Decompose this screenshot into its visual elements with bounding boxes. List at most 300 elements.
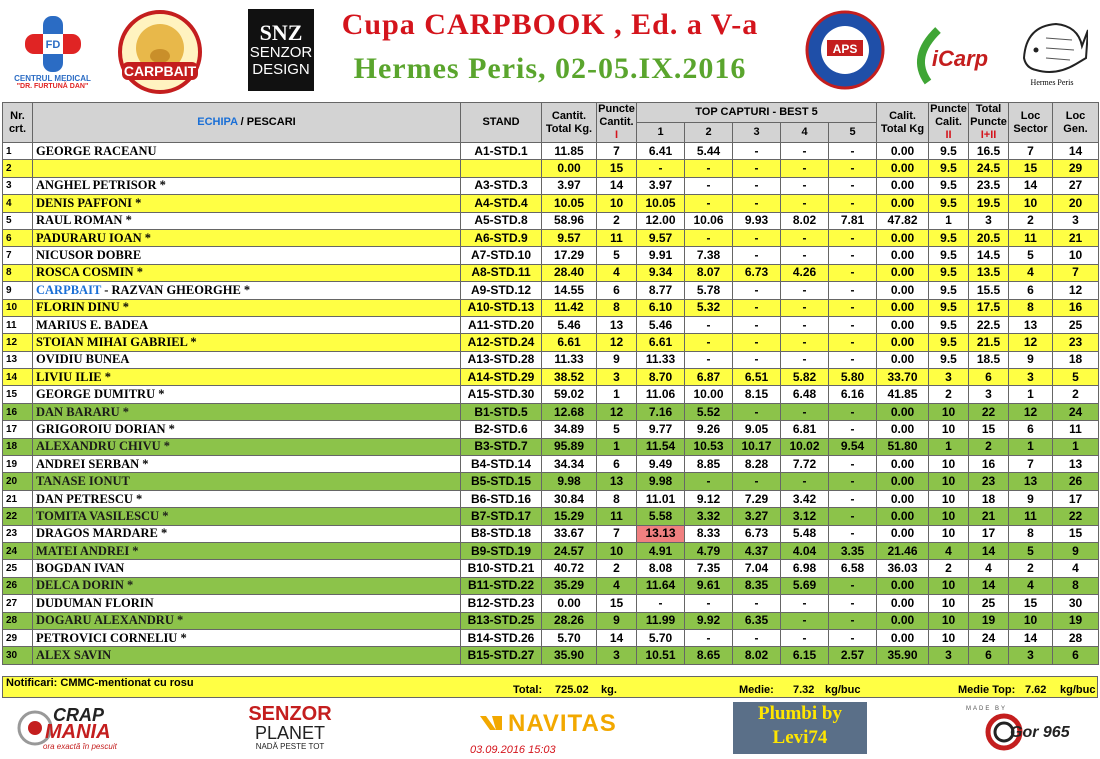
cell-cantit-total: 17.29 <box>542 247 597 264</box>
hermes-peris-label: Hermes Peris <box>1030 77 1074 87</box>
medie-top-label: Medie Top: <box>958 684 1016 696</box>
cell-total-puncte: 19 <box>969 612 1009 629</box>
cell-top2: 4.79 <box>685 542 733 559</box>
svg-text:APS: APS <box>832 42 858 56</box>
cell-top4: 4.26 <box>781 264 829 281</box>
cell-stand: B15-STD.27 <box>461 647 542 664</box>
cell-cantit-total: 33.67 <box>542 525 597 542</box>
cell-top5: - <box>829 177 877 194</box>
cell-top3: - <box>733 282 781 299</box>
cell-calit-total: 0.00 <box>877 247 929 264</box>
cell-total-puncte: 18 <box>969 490 1009 507</box>
cell-top5: - <box>829 316 877 333</box>
cell-top2: 8.65 <box>685 647 733 664</box>
cell-puncte-cantit: 15 <box>597 595 637 612</box>
cell-top5: - <box>829 299 877 316</box>
cell-puncte-cantit: 5 <box>597 247 637 264</box>
cell-calit-total: 0.00 <box>877 577 929 594</box>
logo-aps <box>805 8 885 92</box>
cell-top5: 9.54 <box>829 438 877 455</box>
cell-loc-gen: 13 <box>1053 456 1099 473</box>
cell-stand: A15-STD.30 <box>461 386 542 403</box>
cell-puncte-calit: 9.5 <box>929 229 969 246</box>
cell-pescar-name: FLORIN DINU * <box>33 299 461 316</box>
navitas-wave-icon <box>478 712 504 734</box>
col-top3-header: 3 <box>733 123 781 143</box>
team-name: CARPBAIT <box>36 282 102 297</box>
cell-top2: 5.52 <box>685 403 733 420</box>
cell-top3: - <box>733 316 781 333</box>
cell-top2: 8.33 <box>685 525 733 542</box>
cell-nr: 18 <box>3 438 33 455</box>
col-echipa-header <box>33 103 461 143</box>
cell-nr: 22 <box>3 508 33 525</box>
logo-medical-subtext: "DR. FURTUNĂ DAN" <box>16 83 89 90</box>
cell-calit-total: 0.00 <box>877 264 929 281</box>
cell-pescar-name: MATEI ANDREI * <box>33 542 461 559</box>
cell-top2: 9.92 <box>685 612 733 629</box>
cell-top1: 5.70 <box>637 629 685 646</box>
cell-top4: 5.69 <box>781 577 829 594</box>
cell-top1: 9.91 <box>637 247 685 264</box>
cell-pescar-name <box>33 282 461 299</box>
cell-cantit-total: 15.29 <box>542 508 597 525</box>
col-loc-gen-header: Loc Gen. <box>1053 103 1099 143</box>
cell-puncte-cantit: 1 <box>597 386 637 403</box>
cell-top1: 11.54 <box>637 438 685 455</box>
cell-total-puncte: 4 <box>969 560 1009 577</box>
cell-loc-gen: 20 <box>1053 195 1099 212</box>
cell-top1: 6.61 <box>637 334 685 351</box>
medie-top-value: 7.62 <box>1025 684 1047 696</box>
cell-top4: 6.15 <box>781 647 829 664</box>
cell-stand: A13-STD.28 <box>461 351 542 368</box>
cell-cantit-total: 5.70 <box>542 629 597 646</box>
cell-top4: - <box>781 195 829 212</box>
cell-cantit-total: 24.57 <box>542 542 597 559</box>
aps-badge-icon <box>805 10 885 90</box>
sponsor-navitas <box>478 708 628 738</box>
cell-cantit-total: 40.72 <box>542 560 597 577</box>
cell-puncte-calit: 2 <box>929 560 969 577</box>
table-row <box>3 264 1099 281</box>
cell-total-puncte: 14 <box>969 577 1009 594</box>
cell-top2: - <box>685 177 733 194</box>
cell-puncte-cantit: 9 <box>597 351 637 368</box>
cell-pescar-name: TOMITA VASILESCU * <box>33 508 461 525</box>
cell-top5: 2.57 <box>829 647 877 664</box>
table-row <box>3 577 1099 594</box>
cell-total-puncte: 18.5 <box>969 351 1009 368</box>
cell-top2: - <box>685 473 733 490</box>
svg-text:iCarp: iCarp <box>931 46 988 71</box>
cell-nr: 5 <box>3 212 33 229</box>
cell-stand: B13-STD.25 <box>461 612 542 629</box>
table-row <box>3 177 1099 194</box>
cell-top4: 8.02 <box>781 212 829 229</box>
cell-loc-gen: 12 <box>1053 282 1099 299</box>
cell-nr: 10 <box>3 299 33 316</box>
cell-top2: 8.07 <box>685 264 733 281</box>
cell-loc-sector: 15 <box>1009 595 1053 612</box>
cell-stand: B14-STD.26 <box>461 629 542 646</box>
cell-total-puncte: 22.5 <box>969 316 1009 333</box>
cell-total-puncte: 21 <box>969 508 1009 525</box>
cell-top4: - <box>781 143 829 160</box>
cell-total-puncte: 23 <box>969 473 1009 490</box>
cell-stand: B12-STD.23 <box>461 595 542 612</box>
puncte-calit-label: Puncte Calit. <box>930 103 967 128</box>
col-stand-header: STAND <box>461 103 542 143</box>
cell-nr: 7 <box>3 247 33 264</box>
cell-loc-sector: 6 <box>1009 421 1053 438</box>
cell-puncte-cantit: 4 <box>597 264 637 281</box>
cell-total-puncte: 3 <box>969 212 1009 229</box>
cell-pescar-name: BOGDAN IVAN <box>33 560 461 577</box>
table-row <box>3 595 1099 612</box>
cell-top5: - <box>829 490 877 507</box>
cell-top4: - <box>781 334 829 351</box>
cell-nr: 19 <box>3 456 33 473</box>
cell-top3: - <box>733 473 781 490</box>
cell-pescar-name: ROSCA COSMIN * <box>33 264 461 281</box>
cell-cantit-total: 0.00 <box>542 160 597 177</box>
cell-puncte-calit: 10 <box>929 595 969 612</box>
cell-top1: 9.98 <box>637 473 685 490</box>
gor-label: Gor 965 <box>1010 724 1070 741</box>
cell-loc-gen: 8 <box>1053 577 1099 594</box>
cell-pescar-name: PADURARU IOAN * <box>33 229 461 246</box>
cell-top1: 11.99 <box>637 612 685 629</box>
cell-calit-total: 0.00 <box>877 629 929 646</box>
cell-top4: 3.12 <box>781 508 829 525</box>
cell-total-puncte: 19.5 <box>969 195 1009 212</box>
cell-top5: 5.80 <box>829 369 877 386</box>
cell-top5: - <box>829 160 877 177</box>
cell-calit-total: 41.85 <box>877 386 929 403</box>
logo-hermes-peris <box>1008 8 1096 96</box>
cell-top1: 8.70 <box>637 369 685 386</box>
cell-calit-total: 51.80 <box>877 438 929 455</box>
col-puncte-calit-header <box>929 103 969 143</box>
cell-loc-sector: 5 <box>1009 247 1053 264</box>
cell-nr: 12 <box>3 334 33 351</box>
cell-total-puncte: 25 <box>969 595 1009 612</box>
medical-cross-icon <box>25 16 81 72</box>
cell-calit-total: 36.03 <box>877 560 929 577</box>
table-row <box>3 473 1099 490</box>
cell-calit-total: 0.00 <box>877 490 929 507</box>
cell-top1: 11.06 <box>637 386 685 403</box>
cell-loc-sector: 10 <box>1009 195 1053 212</box>
table-row <box>3 351 1099 368</box>
cell-top1: 10.05 <box>637 195 685 212</box>
table-row <box>3 560 1099 577</box>
cell-loc-sector: 8 <box>1009 299 1053 316</box>
cell-loc-gen: 24 <box>1053 403 1099 420</box>
cell-puncte-calit: 10 <box>929 508 969 525</box>
pescari-label: / PESCARI <box>237 116 296 128</box>
cell-top3: 8.02 <box>733 647 781 664</box>
cell-top4: 6.81 <box>781 421 829 438</box>
table-row <box>3 612 1099 629</box>
cell-loc-gen: 23 <box>1053 334 1099 351</box>
cell-loc-gen: 19 <box>1053 612 1099 629</box>
cell-top3: 6.35 <box>733 612 781 629</box>
cell-nr: 30 <box>3 647 33 664</box>
cell-puncte-calit: 9.5 <box>929 160 969 177</box>
cell-top1: 9.77 <box>637 421 685 438</box>
cell-top3: 9.05 <box>733 421 781 438</box>
cell-top3: 9.93 <box>733 212 781 229</box>
cell-top1: - <box>637 160 685 177</box>
cell-top2: - <box>685 595 733 612</box>
cell-calit-total: 35.90 <box>877 647 929 664</box>
cell-loc-gen: 22 <box>1053 508 1099 525</box>
cell-pescar-name: NICUSOR DOBRE <box>33 247 461 264</box>
cell-puncte-cantit: 7 <box>597 525 637 542</box>
cell-pescar-name: ANGHEL PETRISOR * <box>33 177 461 194</box>
cell-top2: 9.61 <box>685 577 733 594</box>
cell-nr: 15 <box>3 386 33 403</box>
cell-loc-gen: 2 <box>1053 386 1099 403</box>
cell-loc-sector: 1 <box>1009 438 1053 455</box>
cell-nr: 9 <box>3 282 33 299</box>
table-row <box>3 160 1099 177</box>
cell-puncte-calit: 9.5 <box>929 264 969 281</box>
cell-puncte-cantit: 13 <box>597 316 637 333</box>
cell-pescar-name: GEORGE DUMITRU * <box>33 386 461 403</box>
table-row <box>3 316 1099 333</box>
cell-top5: - <box>829 264 877 281</box>
cell-nr: 23 <box>3 525 33 542</box>
icarp-swoosh-icon <box>908 22 998 88</box>
cell-puncte-calit: 3 <box>929 369 969 386</box>
cell-top1: 9.57 <box>637 229 685 246</box>
cell-total-puncte: 16.5 <box>969 143 1009 160</box>
cell-puncte-calit: 10 <box>929 421 969 438</box>
cell-loc-sector: 10 <box>1009 612 1053 629</box>
cell-puncte-calit: 10 <box>929 473 969 490</box>
cell-top2: 10.06 <box>685 212 733 229</box>
cell-cantit-total: 11.42 <box>542 299 597 316</box>
cell-top4: 5.82 <box>781 369 829 386</box>
cell-stand: A3-STD.3 <box>461 177 542 194</box>
cell-top3: - <box>733 403 781 420</box>
cell-total-puncte: 24.5 <box>969 160 1009 177</box>
cell-calit-total: 0.00 <box>877 595 929 612</box>
senzor-design-line3: DESIGN <box>252 61 310 78</box>
cell-top3: - <box>733 229 781 246</box>
cell-top2: 10.00 <box>685 386 733 403</box>
cell-cantit-total: 11.33 <box>542 351 597 368</box>
cell-pescar-name: OVIDIU BUNEA <box>33 351 461 368</box>
cell-puncte-calit: 1 <box>929 212 969 229</box>
col-top4-header: 4 <box>781 123 829 143</box>
cell-puncte-calit: 10 <box>929 612 969 629</box>
cell-top4: - <box>781 247 829 264</box>
total-label: Total: <box>513 684 543 696</box>
cell-nr: 4 <box>3 195 33 212</box>
cell-pescar-name: TANASE IONUT <box>33 473 461 490</box>
cell-calit-total: 0.00 <box>877 525 929 542</box>
cell-puncte-cantit: 2 <box>597 560 637 577</box>
cell-nr: 27 <box>3 595 33 612</box>
cell-top4: - <box>781 316 829 333</box>
cell-puncte-cantit: 12 <box>597 334 637 351</box>
cell-pescar-name <box>33 160 461 177</box>
results-table <box>2 102 1099 665</box>
cell-top1: 11.64 <box>637 577 685 594</box>
senzor-planet-line1: SENZOR <box>248 703 332 725</box>
cell-pescar-name: DOGARU ALEXANDRU * <box>33 612 461 629</box>
cell-calit-total: 47.82 <box>877 212 929 229</box>
total-unit: kg. <box>601 684 617 696</box>
cell-calit-total: 0.00 <box>877 177 929 194</box>
cell-top5: 7.81 <box>829 212 877 229</box>
cell-loc-gen: 4 <box>1053 560 1099 577</box>
cell-top1: 9.34 <box>637 264 685 281</box>
cell-top3: 6.51 <box>733 369 781 386</box>
cell-stand: B9-STD.19 <box>461 542 542 559</box>
cell-loc-sector: 9 <box>1009 490 1053 507</box>
cell-stand: B3-STD.7 <box>461 438 542 455</box>
crap-mania-tagline: ora exactă în pescuit <box>43 742 117 751</box>
cell-stand: B5-STD.15 <box>461 473 542 490</box>
cell-loc-sector: 11 <box>1009 508 1053 525</box>
cell-top2: - <box>685 629 733 646</box>
cell-top3: 4.37 <box>733 542 781 559</box>
results-table-body <box>3 143 1099 665</box>
cell-nr: 25 <box>3 560 33 577</box>
table-row <box>3 299 1099 316</box>
cell-stand: A1-STD.1 <box>461 143 542 160</box>
cell-puncte-cantit: 3 <box>597 369 637 386</box>
col-puncte-cantit-header <box>597 103 637 143</box>
table-row <box>3 195 1099 212</box>
medie-unit: kg/buc <box>825 684 861 696</box>
cell-calit-total: 0.00 <box>877 456 929 473</box>
cell-calit-total: 33.70 <box>877 369 929 386</box>
cell-stand: A8-STD.11 <box>461 264 542 281</box>
cell-pescar-name: ALEXANDRU CHIVU * <box>33 438 461 455</box>
cell-top3: 6.73 <box>733 525 781 542</box>
cell-nr: 26 <box>3 577 33 594</box>
cell-top1: 5.46 <box>637 316 685 333</box>
cell-puncte-calit: 9.5 <box>929 316 969 333</box>
cell-loc-gen: 16 <box>1053 299 1099 316</box>
cell-loc-gen: 21 <box>1053 229 1099 246</box>
cell-nr: 6 <box>3 229 33 246</box>
cell-total-puncte: 20.5 <box>969 229 1009 246</box>
cell-calit-total: 0.00 <box>877 229 929 246</box>
senzor-planet-line2: PLANET <box>254 723 326 743</box>
logo-centrul-medical <box>10 8 95 98</box>
cell-stand: B6-STD.16 <box>461 490 542 507</box>
cell-top2: - <box>685 334 733 351</box>
cell-top2: 10.53 <box>685 438 733 455</box>
cell-top1: 6.41 <box>637 143 685 160</box>
cell-top1: 11.33 <box>637 351 685 368</box>
page-subtitle: Hermes Peris, 02-05.IX.2016 <box>353 52 747 85</box>
cell-top3: - <box>733 334 781 351</box>
cell-loc-gen: 1 <box>1053 438 1099 455</box>
cell-top2: 5.32 <box>685 299 733 316</box>
cell-top5: - <box>829 577 877 594</box>
cell-top5: - <box>829 595 877 612</box>
table-row <box>3 369 1099 386</box>
col-loc-sector-header: Loc Sector <box>1009 103 1053 143</box>
cell-cantit-total: 5.46 <box>542 316 597 333</box>
cell-nr: 8 <box>3 264 33 281</box>
cell-total-puncte: 15 <box>969 421 1009 438</box>
cell-puncte-calit: 9.5 <box>929 143 969 160</box>
cell-top3: 8.35 <box>733 577 781 594</box>
sponsor-gor965 <box>960 706 1090 754</box>
cell-cantit-total: 9.57 <box>542 229 597 246</box>
cell-loc-sector: 11 <box>1009 229 1053 246</box>
cell-puncte-calit: 9.5 <box>929 247 969 264</box>
cell-loc-sector: 13 <box>1009 473 1053 490</box>
cell-loc-sector: 5 <box>1009 542 1053 559</box>
cell-top4: 10.02 <box>781 438 829 455</box>
cell-pescar-name: DAN PETRESCU * <box>33 490 461 507</box>
cell-stand: B8-STD.18 <box>461 525 542 542</box>
cell-pescar-name: STOIAN MIHAI GABRIEL * <box>33 334 461 351</box>
cell-stand: B10-STD.21 <box>461 560 542 577</box>
page-title: Cupa CARPBOOK , Ed. a V-a <box>341 8 759 41</box>
cell-cantit-total: 35.29 <box>542 577 597 594</box>
sponsor-crap-mania <box>15 704 135 754</box>
cell-top5: - <box>829 403 877 420</box>
cell-stand: B1-STD.5 <box>461 403 542 420</box>
cell-puncte-calit: 9.5 <box>929 282 969 299</box>
puncte-cantit-label: Puncte Cantit. <box>598 103 635 128</box>
cell-stand: A5-STD.8 <box>461 212 542 229</box>
cell-top4: - <box>781 403 829 420</box>
cell-top5: - <box>829 143 877 160</box>
cell-stand: A11-STD.20 <box>461 316 542 333</box>
cell-nr: 16 <box>3 403 33 420</box>
cell-loc-gen: 27 <box>1053 177 1099 194</box>
cell-puncte-cantit: 3 <box>597 647 637 664</box>
cell-loc-gen: 30 <box>1053 595 1099 612</box>
cell-nr: 17 <box>3 421 33 438</box>
table-row <box>3 456 1099 473</box>
cell-nr: 2 <box>3 160 33 177</box>
cell-cantit-total: 35.90 <box>542 647 597 664</box>
cell-puncte-cantit: 14 <box>597 629 637 646</box>
cell-puncte-cantit: 8 <box>597 490 637 507</box>
cell-loc-sector: 4 <box>1009 264 1053 281</box>
cell-puncte-calit: 10 <box>929 490 969 507</box>
cell-top4: - <box>781 229 829 246</box>
cell-loc-sector: 7 <box>1009 456 1053 473</box>
cell-loc-gen: 14 <box>1053 143 1099 160</box>
cell-top3: - <box>733 351 781 368</box>
cell-puncte-calit: 10 <box>929 525 969 542</box>
cell-calit-total: 21.46 <box>877 542 929 559</box>
cell-cantit-total: 6.61 <box>542 334 597 351</box>
cell-top5: - <box>829 195 877 212</box>
cell-loc-sector: 7 <box>1009 143 1053 160</box>
cell-puncte-cantit: 2 <box>597 212 637 229</box>
cell-loc-sector: 14 <box>1009 177 1053 194</box>
cell-top3: - <box>733 143 781 160</box>
svg-text:CARPBAIT: CARPBAIT <box>123 62 197 79</box>
cell-nr: 24 <box>3 542 33 559</box>
cell-top3: - <box>733 629 781 646</box>
